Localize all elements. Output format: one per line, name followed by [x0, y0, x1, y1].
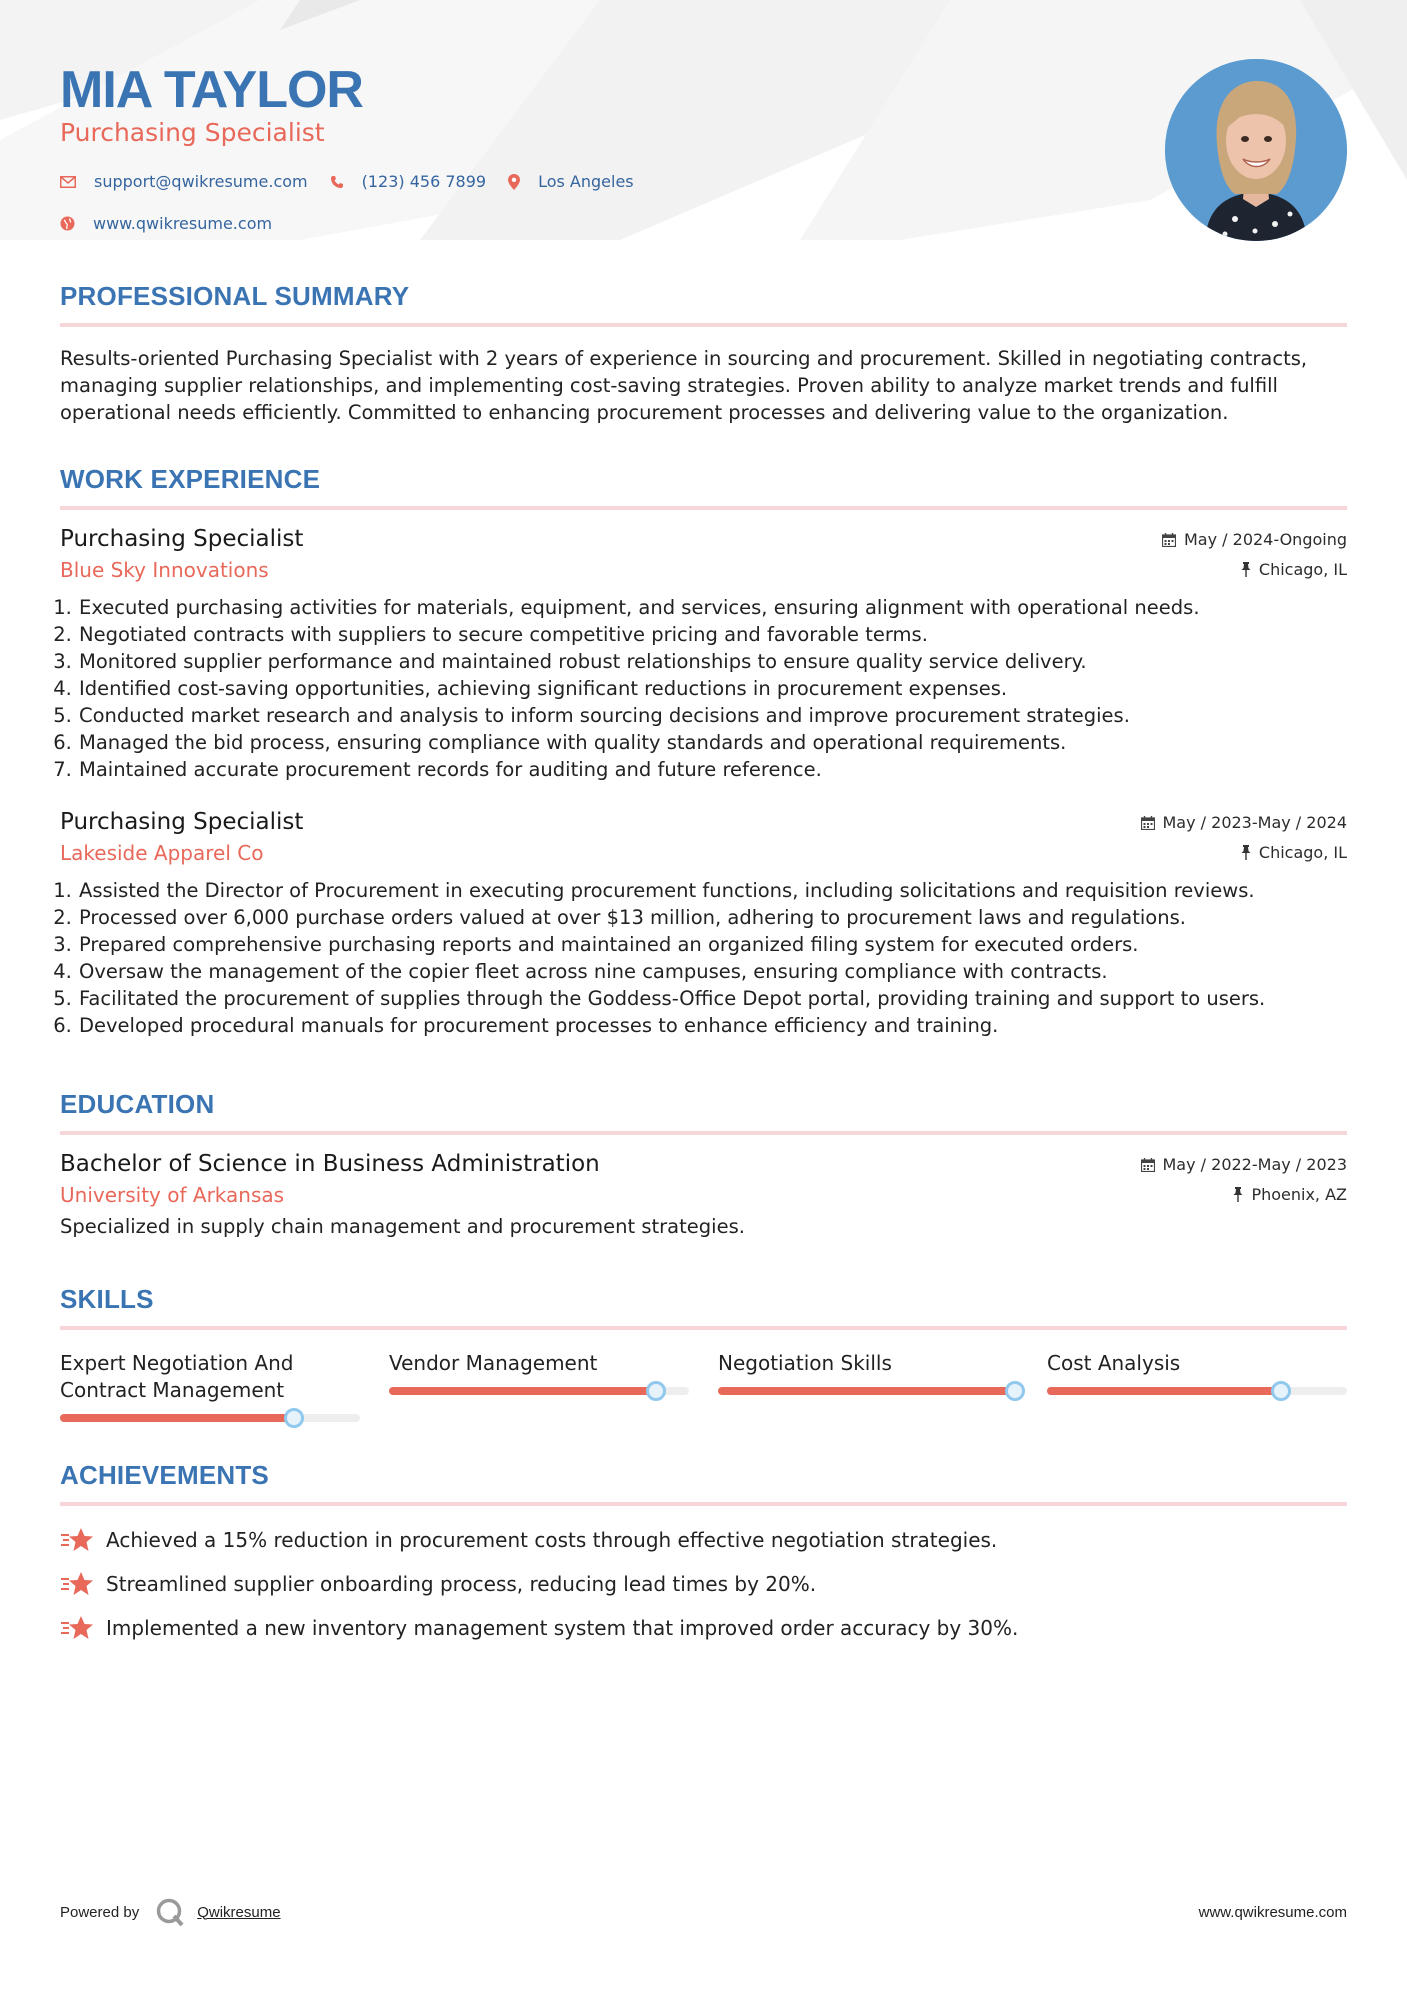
skill-level-bar	[389, 1387, 689, 1395]
skill-level-bar	[60, 1414, 360, 1422]
job-subhead	[60, 841, 1347, 865]
job-bullet: 4. Oversaw the management of the copier fleet across nine campuses, ensuring compliance with contracts.	[78, 958, 1347, 985]
job-location-text: Chicago, IL	[1258, 843, 1347, 862]
school-name: University of Arkansas	[60, 1183, 285, 1207]
phone-icon	[330, 175, 344, 189]
education-subhead	[60, 1183, 1347, 1207]
contact-location	[508, 172, 634, 191]
job-bullets	[60, 594, 1347, 783]
job-location-text: Chicago, IL	[1258, 560, 1347, 579]
job-bullet: 3. Monitored supplier performance and maintained robust relationships to ensure quality service delivery.	[78, 648, 1347, 675]
job-title: Purchasing Specialist	[60, 809, 304, 835]
job-bullet: 5. Conducted market research and analysis to inform sourcing decisions and improve procurement strategies.	[78, 702, 1347, 729]
skill-level-bar	[1047, 1387, 1347, 1395]
education-head	[60, 1151, 1347, 1177]
section-divider	[60, 1502, 1347, 1506]
skill-level-knob	[1005, 1381, 1025, 1401]
globe-icon	[60, 216, 75, 231]
candidate-name: MIA TAYLOR	[60, 61, 363, 119]
job-bullet: 1. Assisted the Director of Procurement in executing procurement functions, including solicitations and requisition reviews.	[78, 877, 1347, 904]
summary-text: Results-oriented Purchasing Specialist with 2 years of experience in sourcing and procurement. Skilled in negotiating contracts, managing supplier relationships, and implementing cost-saving strategies. Proven ability to analyze market trends and fulfill operational needs efficiently. Committed to enhancing procurement processes and delivering value to the organization.	[60, 347, 1308, 424]
powered-by-label: Powered by	[60, 1903, 140, 1921]
job-entry	[60, 526, 1347, 783]
job-bullet: 4. Identified cost-saving opportunities, achieving significant reductions in procurement expenses.	[78, 675, 1347, 702]
job-bullet: 3. Prepared comprehensive purchasing reports and maintained an organized filing system for executed orders.	[78, 931, 1347, 958]
achievement-text: Streamlined supplier onboarding process, reducing lead times by 20%.	[106, 1572, 817, 1596]
skill-item	[1047, 1350, 1347, 1422]
education-dates	[1141, 1155, 1348, 1174]
skill-name: Negotiation Skills	[718, 1351, 892, 1375]
experience-section	[60, 464, 1347, 1039]
achievements-section	[60, 1460, 1347, 1650]
section-divider	[60, 323, 1347, 327]
calendar-icon	[1162, 533, 1176, 547]
profile-photo	[1165, 59, 1347, 241]
contact-email[interactable]	[60, 172, 308, 191]
skills-heading: SKILLS	[60, 1284, 154, 1314]
education-section	[60, 1089, 1347, 1238]
job-location	[1241, 560, 1347, 579]
skill-name: Cost Analysis	[1047, 1351, 1181, 1375]
job-dates-text: May / 2024-Ongoing	[1184, 530, 1347, 549]
job-dates	[1162, 530, 1347, 549]
qwikresume-logo-icon	[155, 1897, 185, 1927]
job-head	[60, 809, 1347, 835]
contact-row-website	[60, 214, 294, 233]
resume-header	[60, 0, 1347, 240]
footer-website[interactable]: www.qwikresume.com	[1198, 1903, 1347, 1921]
achievement-text: Implemented a new inventory management system that improved order accuracy by 30%.	[106, 1616, 1019, 1640]
candidate-title: Purchasing Specialist	[60, 118, 325, 147]
education-description: Specialized in supply chain management and procurement strategies.	[60, 1215, 745, 1238]
pushpin-icon	[1241, 845, 1251, 860]
skill-level-knob	[284, 1408, 304, 1428]
skill-item	[718, 1350, 1018, 1422]
website-text: www.qwikresume.com	[93, 214, 273, 233]
star-icon	[60, 1527, 94, 1553]
job-bullet: 2. Processed over 6,000 purchase orders valued at over $13 million, adhering to procurement laws and regulations.	[78, 904, 1347, 931]
section-divider	[60, 506, 1347, 510]
job-entry	[60, 809, 1347, 1039]
skill-level-bar	[718, 1387, 1018, 1395]
envelope-icon	[60, 176, 76, 188]
skill-level-knob	[1271, 1381, 1291, 1401]
education-location	[1233, 1185, 1347, 1204]
degree-title: Bachelor of Science in Business Administration	[60, 1151, 600, 1177]
skill-level-fill	[389, 1387, 656, 1395]
education-heading: EDUCATION	[60, 1089, 215, 1119]
education-entry	[60, 1151, 1347, 1238]
job-bullet: 7. Maintained accurate procurement records for auditing and future reference.	[78, 756, 1347, 783]
achievement-item	[60, 1606, 1347, 1650]
achievements-heading: ACHIEVEMENTS	[60, 1460, 269, 1490]
skill-name: Expert Negotiation And Contract Management	[60, 1351, 294, 1402]
brand-link[interactable]: Qwikresume	[197, 1903, 281, 1921]
achievement-item	[60, 1562, 1347, 1606]
footer	[60, 1897, 1347, 1927]
achievement-item	[60, 1518, 1347, 1562]
skill-name: Vendor Management	[389, 1351, 598, 1375]
job-bullet: 6. Managed the bid process, ensuring compliance with quality standards and operational requirements.	[78, 729, 1347, 756]
skill-item	[60, 1350, 360, 1422]
pushpin-icon	[1241, 562, 1251, 577]
experience-heading: WORK EXPERIENCE	[60, 464, 321, 494]
pushpin-icon	[1233, 1187, 1243, 1202]
contact-website[interactable]	[60, 214, 272, 233]
job-bullet: 5. Facilitated the procurement of supplies through the Goddess-Office Depot portal, providing training and support to users.	[78, 985, 1347, 1012]
star-icon	[60, 1615, 94, 1641]
job-location	[1241, 843, 1347, 862]
job-dates-text: May / 2023-May / 2024	[1162, 813, 1347, 832]
company-name: Blue Sky Innovations	[60, 558, 269, 582]
skill-level-knob	[646, 1381, 666, 1401]
footer-powered-by	[60, 1897, 281, 1927]
phone-text: (123) 456 7899	[361, 172, 487, 191]
education-location-text: Phoenix, AZ	[1251, 1185, 1347, 1204]
skill-level-fill	[60, 1414, 294, 1422]
achievement-text: Achieved a 15% reduction in procurement costs through effective negotiation strategies.	[106, 1528, 998, 1552]
job-subhead	[60, 558, 1347, 582]
contact-row	[60, 172, 656, 191]
job-dates	[1141, 813, 1348, 832]
summary-heading: PROFESSIONAL SUMMARY	[60, 281, 410, 311]
calendar-icon	[1141, 1158, 1155, 1172]
location-text: Los Angeles	[538, 172, 634, 191]
email-text: support@qwikresume.com	[94, 172, 308, 191]
education-dates-text: May / 2022-May / 2023	[1162, 1155, 1347, 1174]
summary-section	[60, 281, 1347, 426]
job-bullet: 2. Negotiated contracts with suppliers to secure competitive pricing and favorable terms.	[78, 621, 1347, 648]
achievements-list	[60, 1518, 1347, 1650]
contact-phone[interactable]	[330, 172, 486, 191]
skill-level-fill	[718, 1387, 1015, 1395]
skill-item	[389, 1350, 689, 1422]
job-bullets	[60, 877, 1347, 1039]
job-title: Purchasing Specialist	[60, 526, 304, 552]
skills-section	[60, 1284, 1347, 1422]
map-pin-icon	[508, 174, 520, 190]
section-divider	[60, 1131, 1347, 1135]
calendar-icon	[1141, 816, 1155, 830]
section-divider	[60, 1326, 1347, 1330]
job-head	[60, 526, 1347, 552]
skill-level-fill	[1047, 1387, 1281, 1395]
company-name: Lakeside Apparel Co	[60, 841, 264, 865]
job-bullet: 6. Developed procedural manuals for procurement processes to enhance efficiency and training.	[78, 1012, 1347, 1039]
skills-list	[60, 1350, 1347, 1422]
star-icon	[60, 1571, 94, 1597]
job-bullet: 1. Executed purchasing activities for materials, equipment, and services, ensuring alignment with operational needs.	[78, 594, 1347, 621]
